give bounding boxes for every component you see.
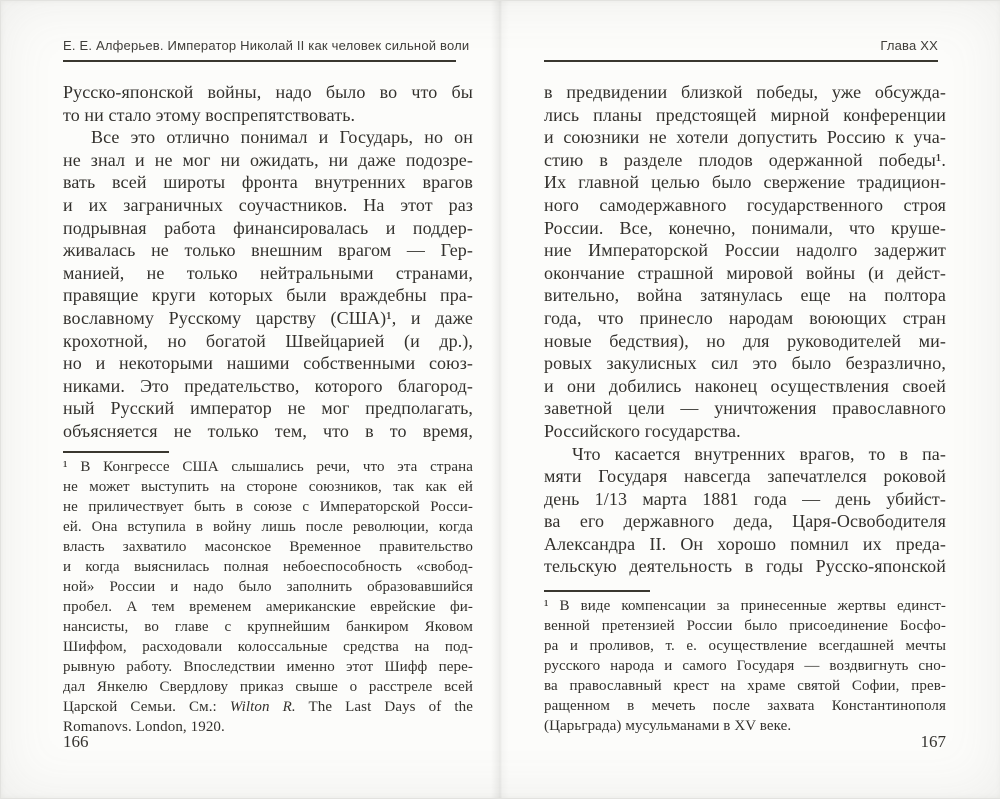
text-line: крохотной, но богатой Швейцарией (и др.),: [63, 330, 473, 351]
text-line: ной» России и надо было заполнить образовавшийся: [63, 579, 473, 595]
text-line: окончание страшной мировой войны (и дейст-: [544, 262, 946, 283]
text-line: Их главной целью было свержение традицион-: [544, 172, 946, 193]
text-line: ние Императорской России надолго задержит: [544, 240, 946, 261]
text-line: года, что принесло народам воюющих стран: [544, 307, 946, 328]
footnote-rule-right: [544, 590, 650, 592]
text-line: и их заграничных соучастников. На этот раз: [63, 194, 473, 215]
text-line: (Царьграда) мусульманами в XV веке.: [544, 718, 792, 734]
header-rule-right: [544, 60, 938, 62]
text-line: мяти Государя навсегда запечатлелся роковой: [544, 466, 946, 487]
text-line: в предвидении близкой победы, уже обсужда-: [544, 82, 946, 102]
text-line: не может выступить на стороне союзников, так как ей: [63, 479, 473, 495]
text-line: пробел. А тем временем американские еврейские фи-: [63, 599, 473, 615]
text-line: нансисты, во главе с крупнейшим банкиром Яковом: [63, 619, 473, 635]
text-line: то ни стало этому воспрепятствовать.: [63, 104, 356, 125]
text-line: не приличествует быть в союзе с Императорской Росси-: [63, 499, 473, 515]
text-line: никами. Это предательство, которого благород-: [63, 375, 473, 396]
text-line: ра и проливов, т. е. осуществление всегдашней мечты: [544, 638, 946, 654]
running-header-left: Е. Е. Алферьев. Император Николай II как человек сильной воли: [63, 38, 470, 53]
text-line: не знал и не мог ни ожидать, ни даже подозре-: [63, 149, 473, 170]
left-page: [63, 1, 473, 798]
text-line: русского народа и самого Государя — воздвигнуть сно-: [544, 658, 946, 674]
text-line: заветной цели — уничтожения православного: [544, 398, 946, 419]
text-line: день 1/13 марта 1881 года — день убийст-: [544, 488, 946, 509]
text-line: Шиффом, расходовали колоссальные средства на под-: [63, 639, 473, 655]
text-line: вать всей широты фронта внутренних врагов: [63, 172, 473, 193]
text-line: ¹ В Конгрессе США слышались речи, что эта страна: [63, 459, 473, 475]
text-line: тельскую деятельность в годы Русско-японской: [544, 556, 946, 577]
text-line: ¹ В виде компенсации за принесенные жертвы единст-: [544, 598, 946, 614]
footnote-text-right: [544, 596, 946, 736]
text-line: ва его державного деда, Царя-Освободителя: [544, 511, 946, 532]
text-line: рывную работу. Впоследствии именно этот Шифф пере-: [63, 659, 473, 675]
body-text-right: [544, 81, 946, 578]
text-line: вославному Русскому царству (США)¹, и даже: [63, 307, 473, 328]
text-line: Александра II. Он хорошо помнил их преда-: [544, 533, 946, 554]
text-line: Что касается внутренних врагов, то в па-: [572, 443, 946, 464]
text-line: вительно, война затянулась еще на полтора: [544, 285, 946, 306]
running-header-right: Глава XX: [880, 38, 938, 53]
page-number-left: 166: [63, 732, 89, 751]
footnote-rule-left: [63, 451, 169, 453]
right-page: [544, 1, 946, 798]
text-line: правящие круги которых были враждебны пра-: [63, 285, 473, 306]
text-line: ровых закулисных сил это было безразлично,: [544, 353, 946, 374]
text-line: ей. Она вступила в войну лишь после революции, когда: [63, 519, 473, 535]
text-line: манией, не только нейтральными странами,: [63, 262, 473, 283]
text-line: венной претензией России было присоединение Босфо-: [544, 618, 946, 634]
text-line: стию в разделе плодов одержанной победы¹.: [544, 149, 946, 170]
text-line: власть захватило масонское Временное правительство: [63, 539, 473, 555]
text-line: новые бедствия), но для руководителей ми-: [544, 330, 946, 351]
text-line: и союзники не хотели допустить Россию к уча-: [544, 127, 946, 148]
text-line: России. Все, конечно, понимали, что круше-: [544, 217, 946, 238]
page-number-right: 167: [920, 732, 946, 751]
text-line: и они добились наконец осуществления своей: [544, 375, 946, 396]
text-line: ного самодержавного государственного строя: [544, 194, 946, 215]
footnote-text-left: [63, 457, 473, 737]
text-line: дал Янкелю Свердлову приказ свыше о расстреле всей: [63, 679, 473, 695]
body-text-left: [63, 81, 473, 443]
text-line: Русско-японской войны, надо было во что бы: [63, 82, 473, 102]
text-line: Все это отлично понимал и Государь, но он: [91, 127, 473, 148]
text-line: ва православный крест на храме святой Софии, прев-: [544, 678, 946, 694]
text-line: Российского государства.: [544, 420, 741, 441]
text-line: лись планы предстоящей мирной конференции: [544, 104, 946, 125]
text-line: Царской Семьи. См.: Wilton R. The Last Days of the: [63, 699, 473, 715]
spine-shadow: [491, 1, 509, 798]
text-line: ный Русский император не мог предполагать,: [63, 398, 473, 419]
text-line: Romanovs. London, 1920.: [63, 719, 225, 735]
text-line: объясняется не только тем, что в то время,: [63, 420, 473, 441]
text-line: живалась не только внешним врагом — Гер-: [63, 240, 473, 261]
text-line: подрывная работа финансировалась и поддер-: [63, 217, 473, 238]
text-line: и когда выяснилась полная небоеспособность «свобод-: [63, 559, 473, 575]
text-line: ращенном в мечеть после захвата Константинополя: [544, 698, 946, 714]
header-rule-left: [63, 60, 456, 62]
text-line: но и некоторыми нашими собственными союз-: [63, 353, 473, 374]
